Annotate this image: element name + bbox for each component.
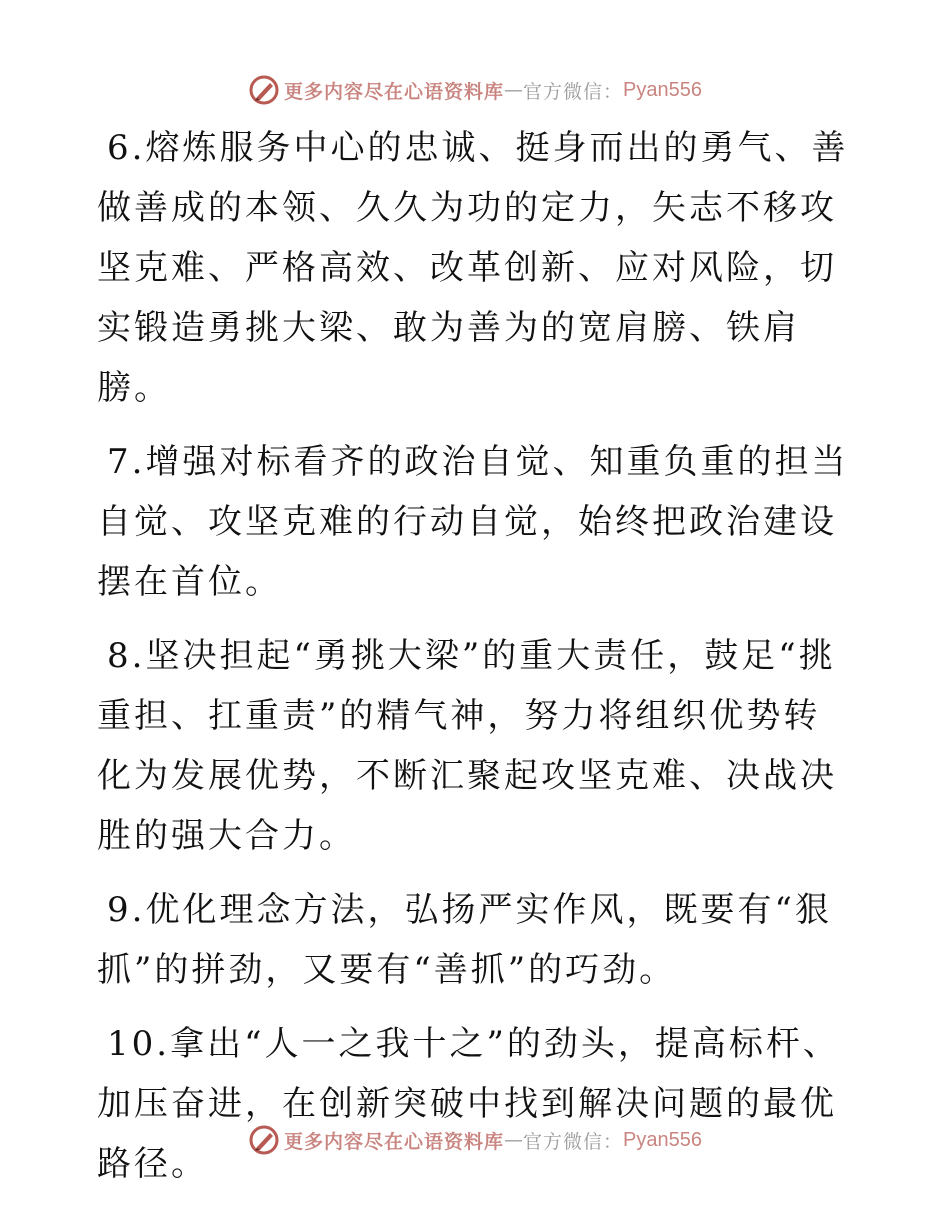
banner-wechat-id: Pyan556 [623,1128,702,1151]
pen-logo-icon [248,74,280,106]
banner-separator: — [504,1129,524,1151]
header-banner [0,70,950,110]
document-body [97,118,857,1208]
banner-wechat-id: Pyan556 [623,78,702,101]
banner-site-text: 更多内容尽在心语资料库 [284,80,505,103]
banner-site-text: 更多内容尽在心语资料库 [284,1130,505,1153]
paragraph-10: 10.拿出“人一之我十之”的劲头，提高标杆、加压奋进，在创新突破中找到解决问题的最优路径。 [97,1024,840,1184]
footer-banner [0,1120,950,1160]
paragraph-6: 6.熔炼服务中心的忠诚、挺身而出的勇气、善做善成的本领、久久为功的定力，矢志不移攻坚克难、严格高效、改革创新、应对风险，切实锻造勇挑大梁、敢为善为的宽肩膀、铁肩膀。 [97,128,849,408]
paragraph-7: 7.增强对标看齐的政治自觉、知重负重的担当自觉、攻坚克难的行动自觉，始终把政治建设摆在首位。 [97,442,849,602]
paragraph-9: 9.优化理念方法，弘扬严实作风，既要有“狠抓”的拼劲，又要有“善抓”的巧劲。 [97,890,832,990]
banner-separator: — [504,79,524,101]
pen-logo-icon [248,1124,280,1156]
banner-wechat-label: 官方微信： [523,1130,624,1153]
paragraph-8: 8.坚决担起“勇挑大梁”的重大责任，鼓足“挑重担、扛重责”的精气神，努力将组织优势转化为发展优势，不断汇聚起攻坚克难、决战决胜的强大合力。 [97,636,837,856]
banner-wechat-label: 官方微信： [523,80,624,103]
